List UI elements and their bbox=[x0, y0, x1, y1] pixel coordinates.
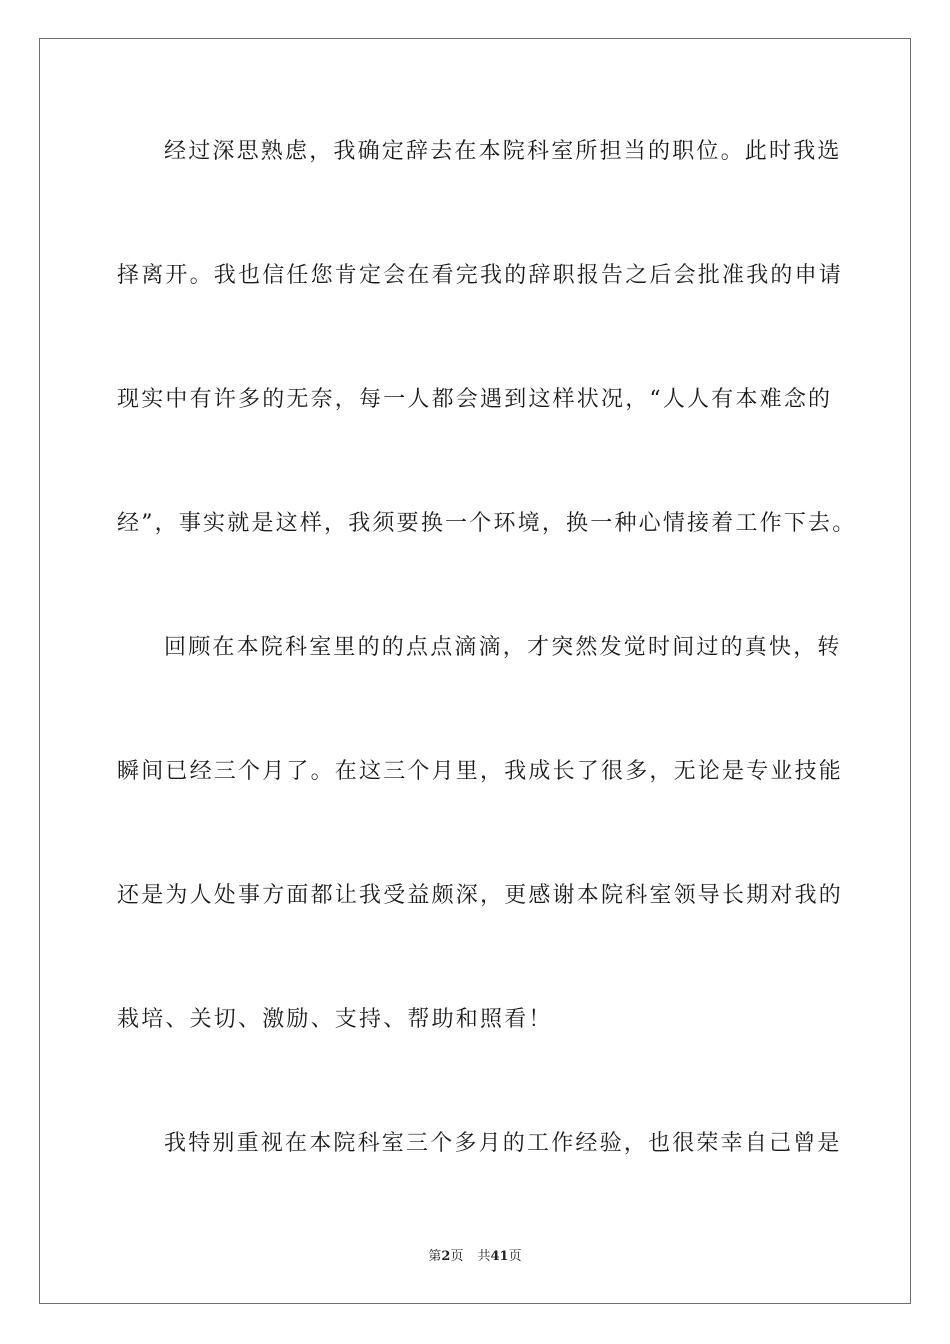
paragraph-line-6: 瞬间已经三个月了。在这三个月里，我成长了很多，无论是专业技能 bbox=[117, 759, 844, 784]
paragraph-line-2: 择离开。我也信任您肯定会在看完我的辞职报告之后会批准我的申请 bbox=[117, 263, 844, 288]
page-number: 2 bbox=[441, 1249, 451, 1264]
page-prefix: 第 bbox=[428, 1249, 442, 1264]
paragraph-line-5: 回顾在本院科室里的的点点滴滴，才突然发觉时间过的真快，转 bbox=[164, 635, 842, 660]
paragraph-line-9: 我特别重视在本院科室三个多月的工作经验，也很荣幸自己曾是 bbox=[164, 1131, 842, 1156]
paragraph-line-7: 还是为人处事方面都让我受益颇深，更感谢本院科室领导长期对我的 bbox=[117, 883, 844, 908]
page-border bbox=[39, 38, 911, 1304]
page-footer bbox=[0, 1245, 950, 1264]
paragraph-line-4: 经”，事实就是这样，我须要换一个环境，换一种心情接着工作下去。 bbox=[117, 511, 857, 536]
total-prefix: 共 bbox=[477, 1249, 491, 1264]
paragraph-line-1: 经过深思熟虑，我确定辞去在本院科室所担当的职位。此时我选 bbox=[164, 139, 842, 164]
page-suffix: 页 bbox=[450, 1249, 464, 1264]
total-suffix: 页 bbox=[508, 1249, 522, 1264]
paragraph-line-8: 栽培、关切、激励、支持、帮助和照看！ bbox=[117, 1007, 553, 1032]
total-pages: 41 bbox=[490, 1249, 509, 1264]
paragraph-line-3: 现实中有许多的无奈，每一人都会遇到这样状况，“人人有本难念的 bbox=[117, 387, 833, 412]
